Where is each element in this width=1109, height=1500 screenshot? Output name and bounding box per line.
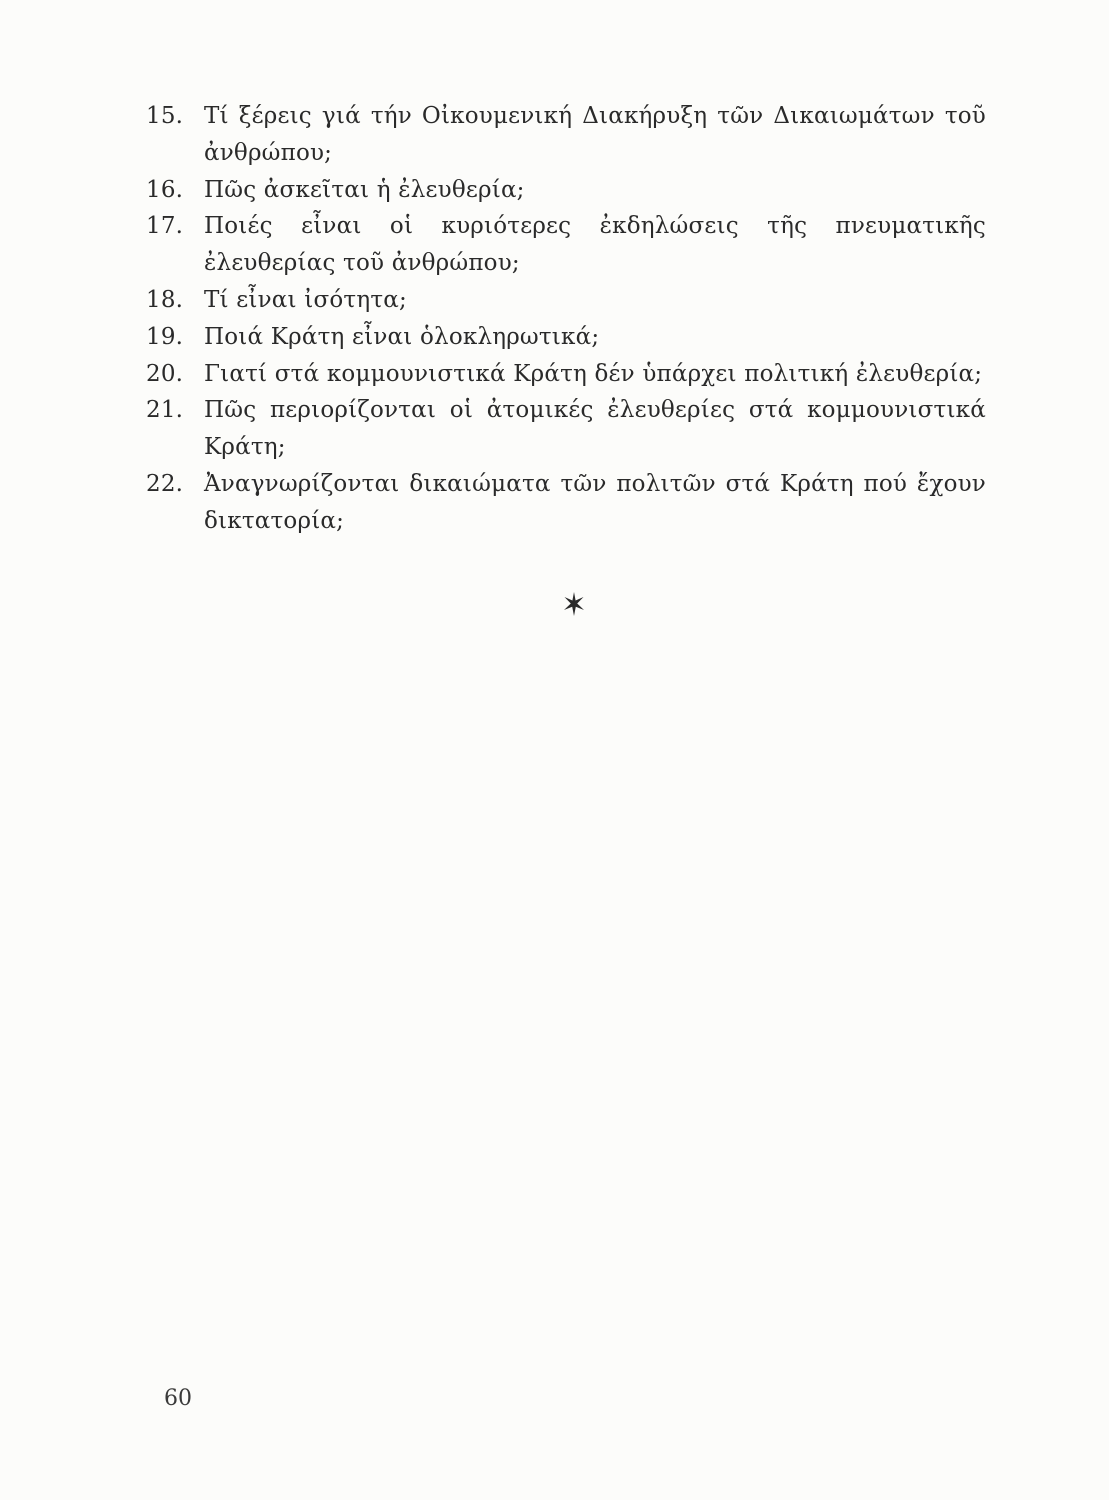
question-item <box>146 319 986 356</box>
question-item <box>146 356 986 393</box>
question-text: Πῶς περιορίζονται οἱ ἀτομικές ἐλευθερίες στά κομμουνιστικά Κράτη; <box>204 397 986 461</box>
question-item <box>146 208 986 282</box>
question-text: Ποιά Κράτη εἶναι ὁλοκληρωτικά; <box>204 323 600 350</box>
question-text: Ἀναγνωρίζονται δικαιώματα τῶν πολιτῶν στά Κράτη πού ἔχουν δικτατορία; <box>204 470 986 534</box>
question-item <box>146 282 986 319</box>
question-number: 15. <box>146 103 184 129</box>
question-number: 18. <box>146 286 184 313</box>
question-text: Πῶς ἀσκεῖται ἡ ἐλευθερία; <box>204 176 525 203</box>
question-item <box>146 172 986 209</box>
star-ornament-icon <box>563 592 585 616</box>
question-item <box>146 466 986 540</box>
question-item <box>146 98 986 172</box>
question-number: 22. <box>146 470 184 497</box>
question-item <box>146 392 986 466</box>
question-number: 16. <box>146 176 184 203</box>
question-number: 19. <box>146 323 184 350</box>
question-number: 21. <box>146 397 184 424</box>
page-number: 60 <box>164 1386 192 1411</box>
question-text: Τί εἶναι ἰσότητα; <box>204 286 407 313</box>
question-list <box>146 98 986 540</box>
question-number: 20. <box>146 360 184 387</box>
question-text: Τί ξέρεις γιά τήν Οἰκουμενική Διακήρυξη τῶν Δικαιωμάτων τοῦ ἀνθρώπου; <box>204 103 986 166</box>
question-text: Ποιές εἶναι οἱ κυριότερες ἐκδηλώσεις τῆς πνευματικῆς ἐλευθερίας τοῦ ἀνθρώπου; <box>204 213 986 277</box>
question-number: 17. <box>146 213 184 240</box>
question-text: Γιατί στά κομμουνιστικά Κράτη δέν ὑπάρχει πολιτική ἐλευθερία; <box>204 360 983 387</box>
